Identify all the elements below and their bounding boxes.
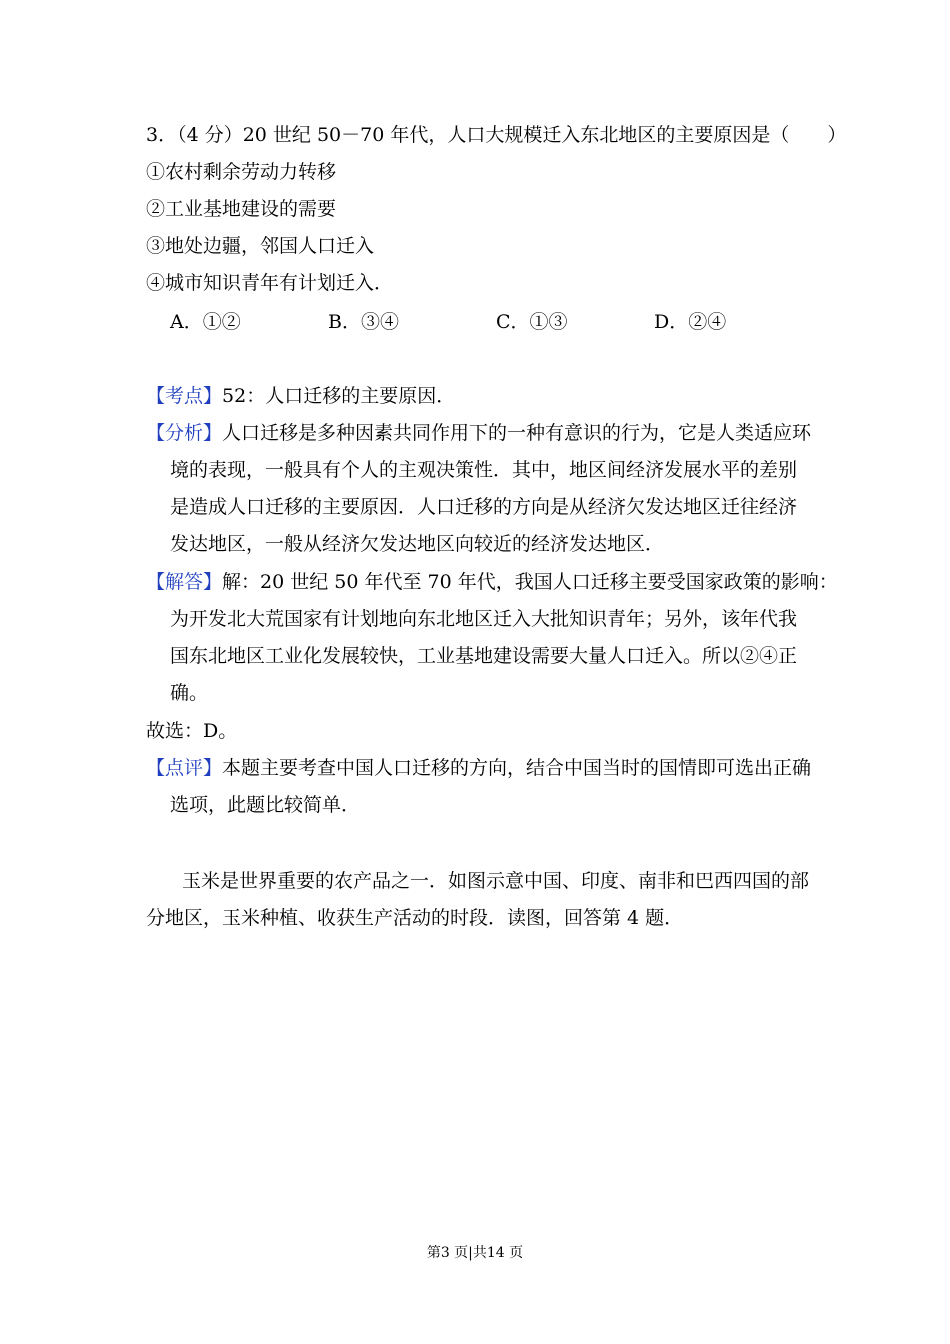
jieda-line-3: 国东北地区工业化发展较快，工业基地建设需要大量人口迁入。所以②④正 [170, 645, 798, 667]
question-item-3: ③地处边疆，邻国人口迁入 [146, 235, 375, 257]
jieda-line-2: 为开发北大荒国家有计划地向东北地区迁入大批知识青年；另外，该年代我 [170, 608, 798, 630]
page-footer: 第3 页|共14 页 [426, 1245, 524, 1261]
question-item-2: ②工业基地建设的需要 [146, 198, 337, 220]
kaodian-tag: 【考点】 [146, 385, 223, 407]
dianping-line-1: 本题主要考查中国人口迁移的方向，结合中国当时的国情即可选出正确 [222, 757, 812, 779]
question-item-4: ④城市知识青年有计划迁入． [146, 272, 394, 294]
fenxi-line-1: 人口迁移是多种因素共同作用下的一种有意识的行为，它是人类适应环 [222, 422, 812, 444]
fenxi-line-3: 是造成人口迁移的主要原因．人口迁移的方向是从经济欠发达地区迁往经济 [170, 496, 798, 518]
fenxi-tag: 【分析】 [146, 422, 223, 444]
jieda-line-1: 解：20 世纪 50 年代至 70 年代，我国人口迁移主要受国家政策的影响： [222, 571, 838, 593]
option-c: C．①③ [496, 311, 568, 333]
passage-line-1: 玉米是世界重要的农产品之一．如图示意中国、印度、南非和巴西四国的部 [182, 870, 810, 892]
fenxi-line-4: 发达地区，一般从经济欠发达地区向较近的经济发达地区． [170, 533, 665, 555]
passage-line-2: 分地区，玉米种植、收获生产活动的时段．读图，回答第 4 题． [146, 907, 684, 929]
jieda-tag: 【解答】 [146, 571, 223, 593]
question-stem: 3．（4 分）20 世纪 50－70 年代，人口大规模迁入东北地区的主要原因是（ ） [146, 124, 847, 146]
kaodian-row [146, 384, 455, 408]
option-a: A．①② [170, 311, 241, 333]
fenxi-line-2: 境的表现，一般具有个人的主观决策性．其中，地区间经济发展水平的差别 [170, 459, 798, 481]
kaodian-text: 52：人口迁移的主要原因． [222, 385, 456, 407]
option-d: D．②④ [654, 311, 727, 333]
dianping-tag: 【点评】 [146, 757, 223, 779]
fenxi-row [146, 421, 811, 445]
question-item-1: ①农村剩余劳动力转移 [146, 161, 337, 183]
jieda-row [146, 570, 838, 594]
dianping-row [146, 756, 811, 780]
dianping-line-2: 选项，此题比较简单． [170, 794, 361, 816]
option-b: B．③④ [328, 311, 399, 333]
jieda-line-4: 确。 [170, 682, 209, 704]
answer-line: 故选：D。 [146, 720, 238, 742]
